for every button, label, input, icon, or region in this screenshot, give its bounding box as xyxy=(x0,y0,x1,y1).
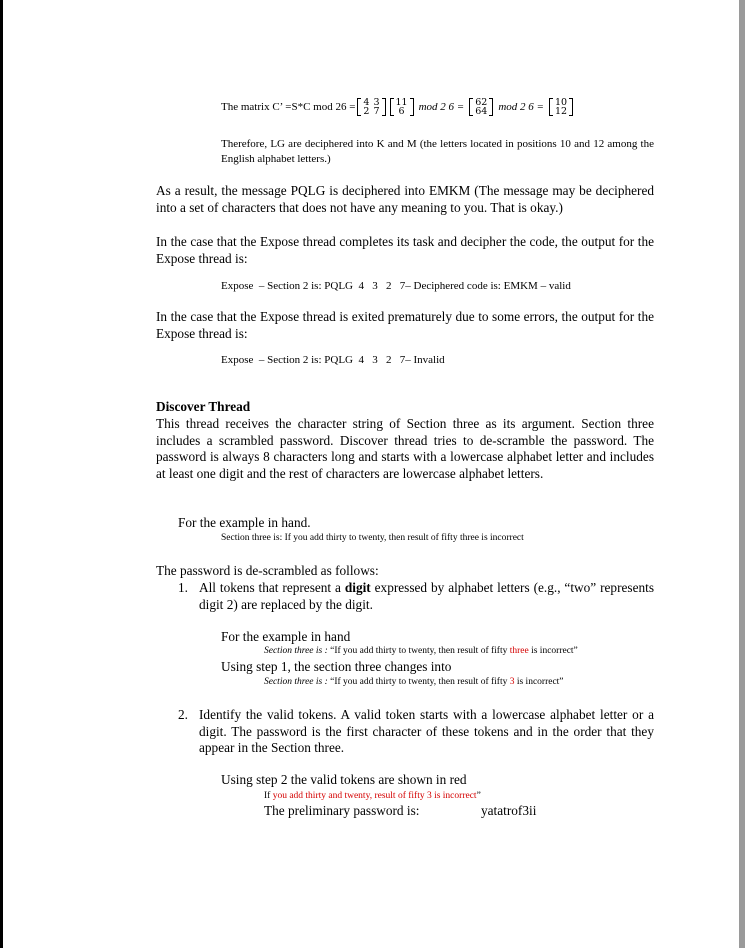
step1-text-bold: digit xyxy=(344,580,371,595)
line-text: “If you add thirty to twenty, then result of fifty xyxy=(330,677,510,687)
example-text: Section three is: If you add thirty to twenty, then result of fifty three is incorrect xyxy=(221,533,524,543)
step2-using-label: Using step 2 the valid tokens are shown in red xyxy=(221,772,467,787)
matrix-cell: 4 xyxy=(363,97,370,108)
expose-complete-paragraph: In the case that the Expose thread completes its task and decipher the code, the output for the Expose thread is: xyxy=(156,234,654,266)
vector-cell: 6 xyxy=(398,106,405,117)
step1-text-part: expressed by alphabet letters (e.g., “two” represents digit 2) are replaced by the digit. xyxy=(199,580,654,612)
example-label: For the example in hand. xyxy=(178,515,311,530)
highlight-token: three xyxy=(509,646,529,656)
section-label: Section three is : xyxy=(264,677,331,687)
line-text: ” xyxy=(476,791,481,801)
step1-using-label: Using step 1, the section three changes into xyxy=(221,659,452,674)
matrix-equation xyxy=(221,98,575,116)
valid-tokens: you add thirty and twenty, result of fifty 3 is incorrect xyxy=(272,791,477,801)
vector-cell: 11 xyxy=(395,97,408,108)
cipher-vector xyxy=(390,98,414,116)
matrix-cell: 7 xyxy=(373,106,380,117)
matrix-cell: 3 xyxy=(373,97,380,108)
matrix-cell: 2 xyxy=(363,106,370,117)
discover-heading: Discover Thread xyxy=(156,399,251,414)
mod-text: mod 2 6 = xyxy=(498,101,544,113)
vector-cell: 62 xyxy=(475,97,488,108)
matrix-equation-lead: The matrix C’ =S*C mod 26 = xyxy=(221,101,356,113)
step2-number: 2. xyxy=(178,707,188,722)
product-vector xyxy=(469,98,493,116)
expose-error-paragraph: In the case that the Expose thread is exited prematurely due to some errors, the output for the Expose thread is: xyxy=(156,309,654,341)
step2-text: Identify the valid tokens. A valid token starts with a lowercase alphabet letter or a digit. The password is the first character of these tokens and in the order that they appear in the Section three. xyxy=(199,707,654,755)
line-text: is incorrect” xyxy=(528,646,578,656)
prelim-password: yatatrof3ii xyxy=(481,803,537,818)
step1-line1 xyxy=(264,645,578,657)
step1-text-part: All tokens that represent a xyxy=(199,580,345,595)
result-vector xyxy=(549,98,573,116)
line-text: If xyxy=(264,791,273,801)
mod-text: mod 2 6 = xyxy=(418,101,465,113)
step2-tokens-line xyxy=(264,790,481,802)
scrollbar-edge[interactable] xyxy=(739,0,745,948)
prelim-label: The preliminary password is: xyxy=(264,803,420,818)
highlight-token: 3 xyxy=(509,677,515,687)
step1-example-label: For the example in hand xyxy=(221,629,351,644)
section-label: Section three is : xyxy=(264,646,331,656)
expose-output-invalid: Expose – Section 2 is: PQLG 4 3 2 7– Invalid xyxy=(221,354,445,366)
step1-number: 1. xyxy=(178,580,188,595)
vector-cell: 64 xyxy=(475,106,488,117)
step1-line2 xyxy=(264,676,564,688)
expose-output-valid: Expose – Section 2 is: PQLG 4 3 2 7– Deciphered code is: EMKM – valid xyxy=(221,280,571,292)
key-matrix xyxy=(357,98,385,116)
discover-intro: This thread receives the character string of Section three as its argument. Section three includes a scrambled password. Discover thread tries to de-scramble the password. The password is always 8 characters long and starts with a lowercase alphabet letter and includes at least one digit and the rest of characters are lowercase alphabet letters. xyxy=(156,416,654,481)
therefore-note: Therefore, LG are deciphered into K and M (the letters located in positions 10 and 12 among the English alphabet letters.) xyxy=(221,138,654,165)
result-paragraph: As a result, the message PQLG is deciphered into EMKM (The message may be deciphered into a set of characters that does not have any meaning to you. That is okay.) xyxy=(156,183,654,215)
vector-cell: 10 xyxy=(554,97,568,108)
line-text: is incorrect” xyxy=(514,677,564,687)
page-left-edge xyxy=(0,0,3,948)
descramble-intro: The password is de-scrambled as follows: xyxy=(156,563,379,578)
vector-cell: 12 xyxy=(554,106,568,117)
line-text: “If you add thirty to twenty, then result of fifty xyxy=(330,646,510,656)
step1-text xyxy=(199,580,654,613)
